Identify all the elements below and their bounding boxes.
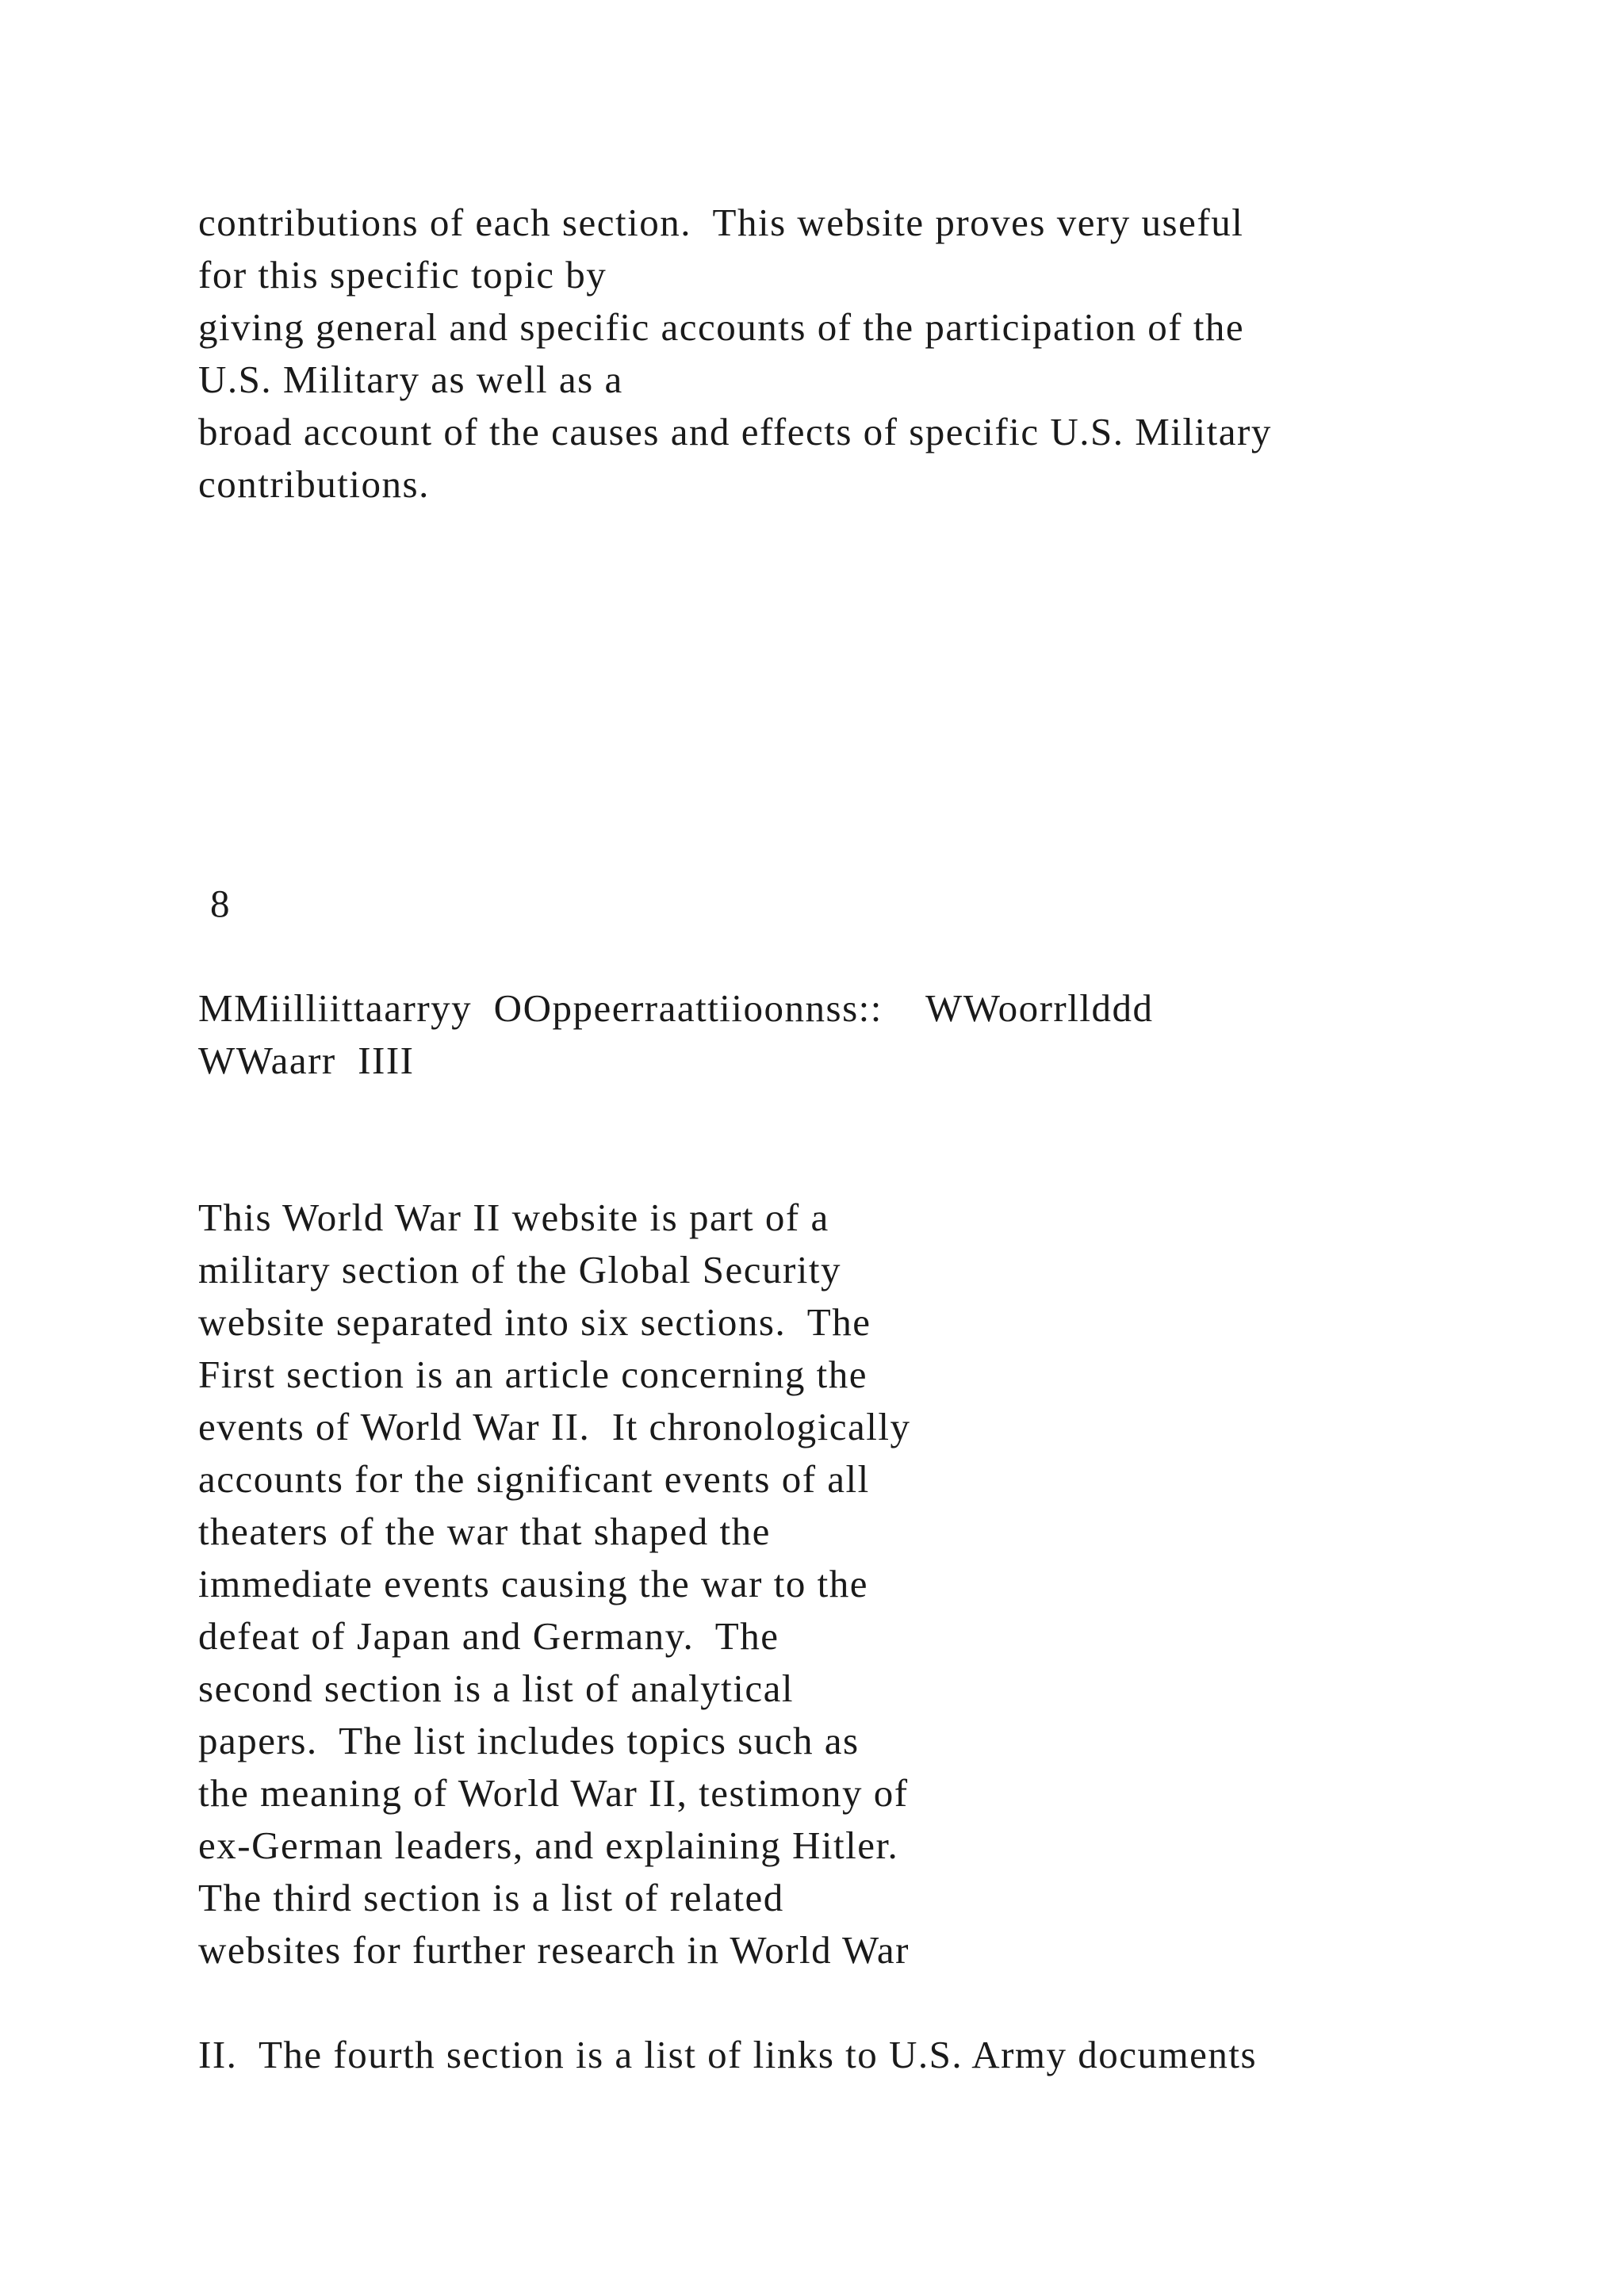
body-line-7: theaters of the war that shaped the (198, 1510, 771, 1553)
body-line-2: military section of the Global Security (198, 1248, 842, 1292)
intro-line-5: broad account of the causes and effects of specific U.S. Military (198, 410, 1272, 453)
intro-line-6: contributions. (198, 462, 430, 506)
body-line-1: This World War II website is part of a (198, 1196, 829, 1239)
body-line-12: the meaning of World War II, testimony of (198, 1771, 909, 1815)
closing-line: II. The fourth section is a list of links to U.S. Army documents (198, 2033, 1258, 2076)
body-line-13: ex-German leaders, and explaining Hitler. (198, 1823, 899, 1867)
intro-line-3: giving general and specific accounts of the participation of the (198, 305, 1245, 349)
intro-line-1: contributions of each section. This website proves very useful (198, 201, 1244, 244)
intro-line-2: for this specific topic by (198, 253, 607, 297)
body-line-5: events of World War II. It chronologically (198, 1405, 911, 1448)
body-line-8: immediate events causing the war to the (198, 1562, 868, 1605)
body-line-14: The third section is a list of related (198, 1876, 784, 1919)
body-line-4: First section is an article concerning the (198, 1353, 868, 1396)
heading-line-1: MMiilliittaarryy OOppeerraattiioonnss:: WWoorrllddd (198, 986, 1154, 1030)
intro-line-4: U.S. Military as well as a (198, 358, 623, 401)
body-line-15: websites for further research in World War (198, 1928, 910, 1972)
body-line-10: second section is a list of analytical (198, 1667, 794, 1710)
body-line-9: defeat of Japan and Germany. The (198, 1614, 779, 1658)
body-line-3: website separated into six sections. The (198, 1300, 871, 1344)
body-line-6: accounts for the significant events of all (198, 1457, 870, 1501)
heading-line-2: WWaarr IIII (198, 1039, 415, 1082)
page-number: 8 (210, 882, 231, 925)
body-line-11: papers. The list includes topics such as (198, 1719, 860, 1762)
